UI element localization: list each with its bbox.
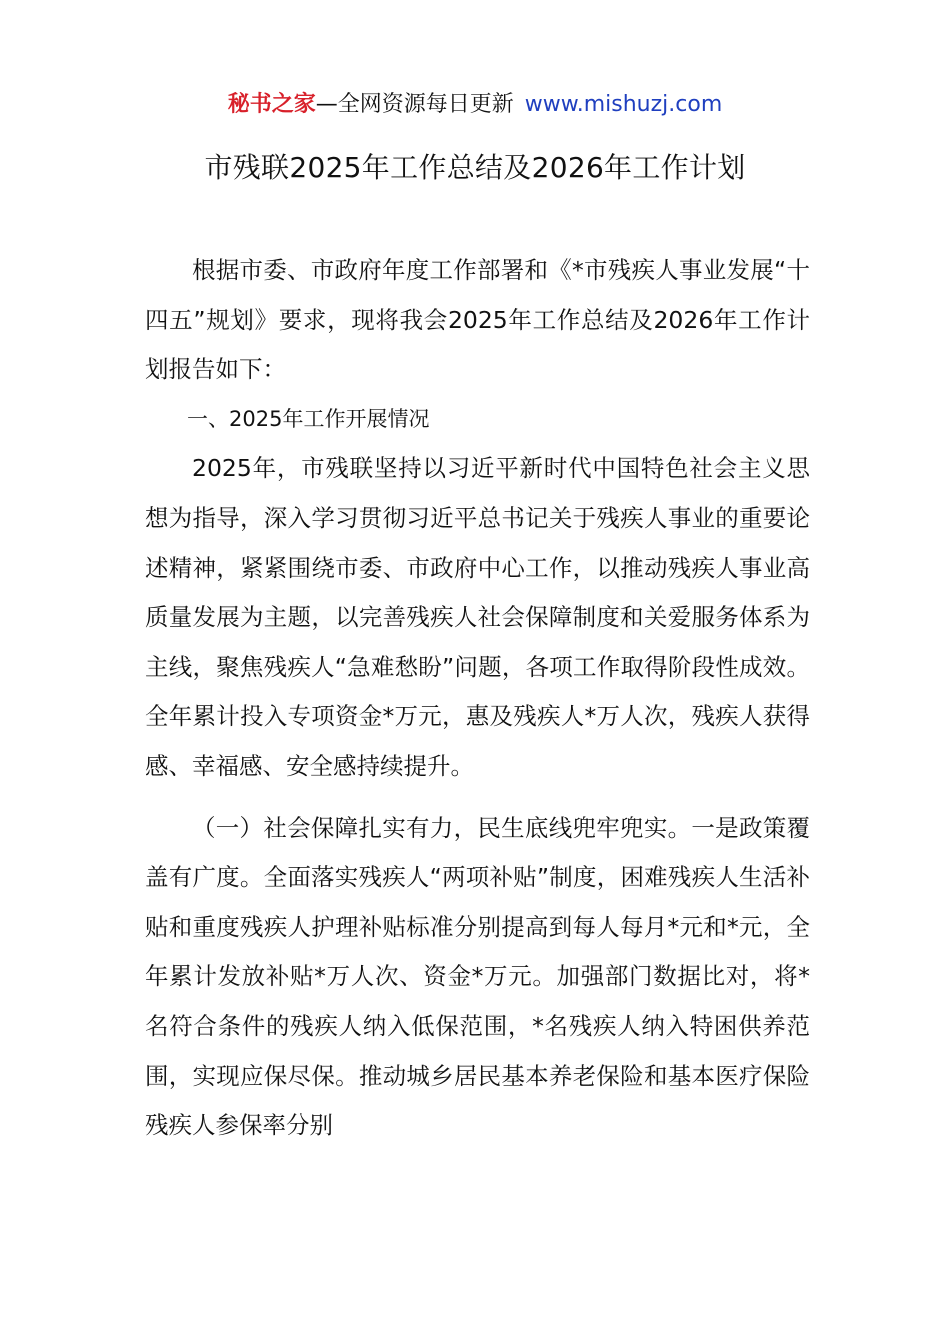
document-title: 市残联2025年工作总结及2026年工作计划 xyxy=(204,151,746,184)
document-body xyxy=(145,246,810,1151)
site-brand: 秘书之家 xyxy=(227,92,316,117)
site-header xyxy=(0,88,950,122)
header-dash: — xyxy=(315,92,338,117)
summary-paragraph: 2025年，市残联坚持以习近平新时代中国特色社会主义思想为指导，深入学习贯彻习近平总书记关于残疾人事业的重要论述精神，紧紧围绕市委、市政府中心工作，以推动残疾人事业高质量发展为主题，以完善残疾人社会保障制度和关爱服务体系为主线，聚焦残疾人“急难愁盼”问题，各项工作取得阶段性成效。全年累计投入专项资金*万元，惠及残疾人*万人次，残疾人获得感、幸福感、安全感持续提升。 xyxy=(145,454,810,780)
section-heading: 一、2025年工作开展情况 xyxy=(187,406,430,431)
site-slogan: 全网资源每日更新 xyxy=(337,92,514,117)
site-url-link[interactable]: www.mishuzj.com xyxy=(524,92,723,117)
intro-paragraph: 根据市委、市政府年度工作部署和《*市残疾人事业发展“十四五”规划》要求，现将我会2025年工作总结及2026年工作计划报告如下： xyxy=(145,256,810,384)
social-security-paragraph: （一）社会保障扎实有力，民生底线兜牢兜实。一是政策覆盖有广度。全面落实残疾人“两项补贴”制度，困难残疾人生活补贴和重度残疾人护理补贴标准分别提高到每人每月*元和*元，全年累计发放补贴*万人次、资金*万元。加强部门数据比对，将*名符合条件的残疾人纳入低保范围，*名残疾人纳入特困供养范围，实现应保尽保。推动城乡居民基本养老保险和基本医疗保险残疾人参保率分别 xyxy=(145,813,810,1140)
